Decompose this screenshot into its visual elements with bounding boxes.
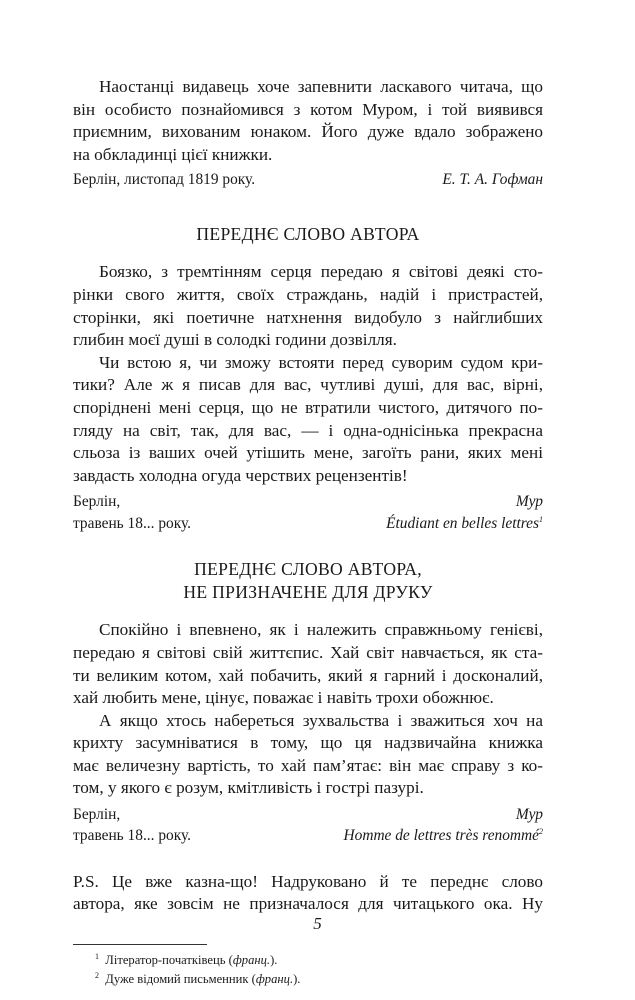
text-line: має величезну вартість, то хай пам’ятає: він має справу з ко- [73,755,543,775]
text-line: Наостанці видавець хоче запевнити ласкавого читача, що [99,77,543,96]
signature-author: Е. Т. А. Гофман [442,171,543,189]
section1-paragraph-2 [73,352,543,488]
text-line: сторінки, які поетичне натхнення видобуло з найглибших [73,307,543,327]
intro-paragraph [73,76,543,166]
signature-date: травень 18... року. [73,827,191,845]
signature-name: Мур [515,806,543,824]
signature-place-date: Берлін, листопад 1819 року. [73,171,256,189]
text-line: споріднені мені серця, що не втратили чистого, дитячого по- [73,397,543,417]
footnote-2 [73,970,543,989]
signature-city: Берлін, [73,806,121,824]
footnote-mark: 2 [539,827,543,837]
signature-author [386,491,543,534]
signature-date: травень 18... року. [73,514,191,532]
section-title-line-2: НЕ ПРИЗНАЧЕНЕ ДЛЯ ДРУКУ [183,581,433,602]
text-line: він особисто познайомився з котом Муром, і той виявився [73,99,543,119]
signature-place-date [73,491,191,534]
footnote-divider [73,944,207,945]
text-line: гляду на світ, так, для вас, — і одна-однісінька прекрасна [73,420,543,440]
signature-place-date [73,804,191,847]
footnote-mark: 1 [539,514,543,524]
text-line: Спокійно і впевнено, як і належить справжньому генієві, [99,620,543,640]
section-title-line-1: ПЕРЕДНЄ СЛОВО АВТОРА, [194,559,422,580]
footnote-end: ). [270,953,278,968]
text-line: сльоза із ваших очей утішить мене, загоїть рани, яких мені [73,443,543,463]
text-line: рінки свого життя, своїх страждань, надій і пристрастей, [73,284,543,304]
signature-title: Homme de lettres très renommé$^2$ [343,827,543,845]
text-line: завдасть холодна огуда черствих рецензентів! [73,465,408,485]
author-signature-1 [73,491,543,534]
author-signature-2 [73,804,543,847]
signature-title: Étudiant en belles lettres$^1$ [386,514,543,532]
footnote-lang: франц. [232,953,271,968]
text-line: на обкладинці цієї книжки. [73,144,273,164]
text-line: Боязко, з тремтінням серця передаю я світові деякі сто- [99,262,543,282]
book-page [73,76,543,988]
page-number: 5 [313,914,322,933]
footnote-1 [73,951,543,970]
text-line: А якщо хтось набереться зухвальства і зважиться хоч на [99,710,543,730]
footnote-lang: франц. [255,971,294,986]
text-line: крихту засумніватися в тому, що ця надзвичайна книжка [73,733,543,753]
text-line: тики? Але ж я писав для вас, чутливі душі, для вас, вірні, [73,375,543,395]
footnote-end: ). [293,971,301,986]
signature-author [344,804,543,847]
section-title: ПЕРЕДНЄ СЛОВО АВТОРА [196,223,420,244]
footnote-mark: 2 [95,970,99,980]
footnote-text: Дуже відомий письменник ( [105,971,256,986]
text-line: хай любить мене, цінує, поважає і навіть трохи обожнює. [73,688,494,708]
text-line: ти великим котом, хай побачить, який я гарний і досконалий, [73,665,543,685]
text-line: автора, яке зовсім не призначалося для читацького ока. Ну [73,894,543,914]
text-line: P.S. Це вже казна-що! Надруковано й те переднє слово [73,871,543,891]
signature-city: Берлін, [73,493,121,511]
section2-paragraph-1 [73,619,543,709]
publisher-signature [73,169,543,190]
text-line: том, у якого є розум, кмітливість і гострі пазурі. [73,778,424,798]
footnote-text: Літератор-початківець ( [105,953,233,968]
text-line: передаю я світові свій життєпис. Хай світ навчається, як ста- [73,642,543,662]
section2-paragraph-2 [73,710,543,800]
text-line: Чи встою я, чи зможу встояти перед суворим судом кри- [99,352,543,372]
text-line: глибин моєї душі в солодкі години дозвілля. [73,330,397,350]
text-line: приємним, вихованим юнаком. Його дуже вдало зображено [73,122,543,142]
footnote-mark: 1 [95,951,99,961]
section1-paragraph-1 [73,261,543,351]
signature-name: Мур [515,493,543,511]
postscript-paragraph [73,871,543,916]
